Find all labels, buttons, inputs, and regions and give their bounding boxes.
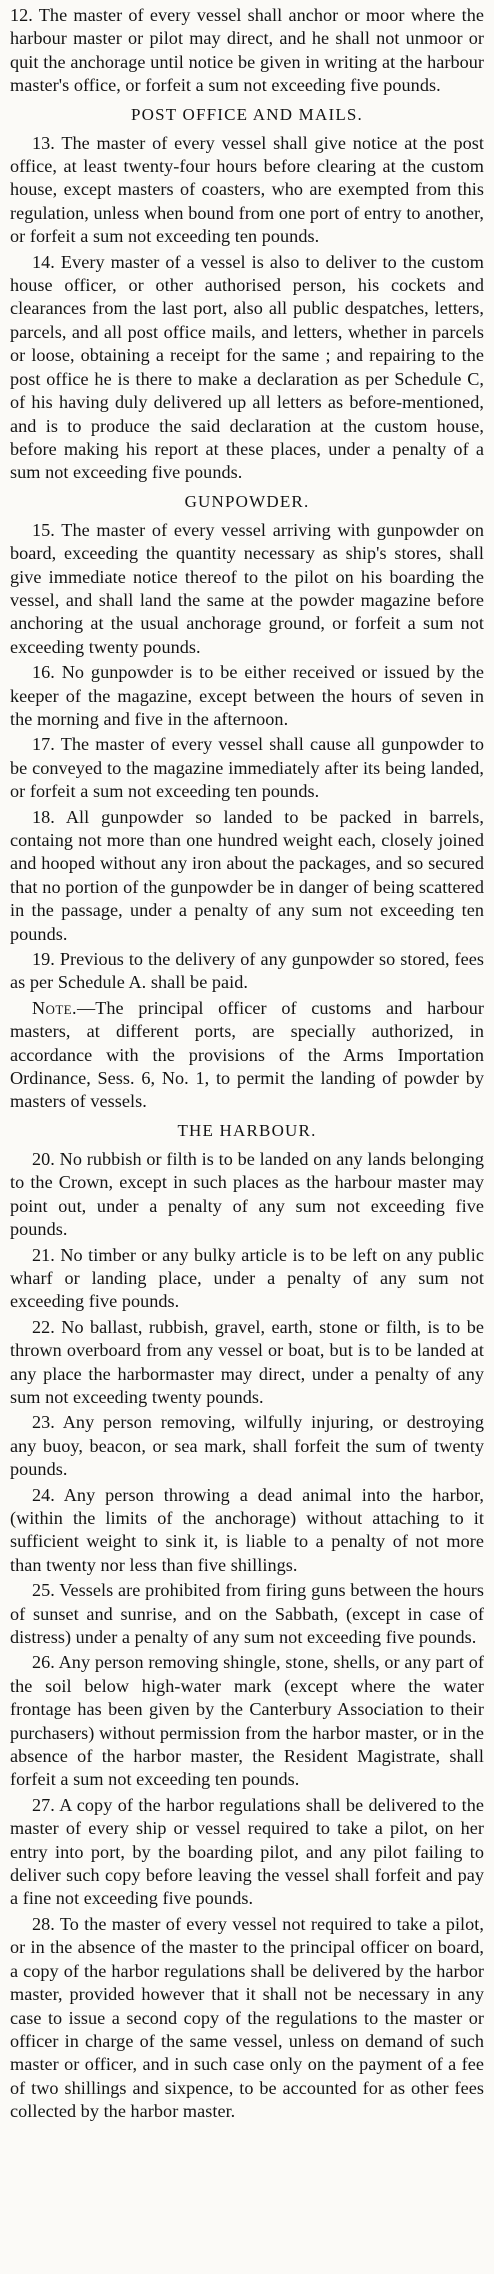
regulation-25: 25. Vessels are prohibited from firing guns between the hours of sunset and sunrise, and on the Sabbath, (except in case of distress) under a penalty of any sum not exceeding five pounds. <box>10 1580 484 1647</box>
regulation-28: 28. To the master of every vessel not required to take a pilot, or in the absence of the master to the principal officer on board, a copy of the harbor regulations shall be delivered by the harbor master, provided however that it shall not be necessary in any case to issue a second copy of the regulations to the master or officer in charge of the same vessel, unless on demand of such master or officer, and in such case only on the payment of a fee of two shillings and sixpence, to be accounted for as other fees collected by the harbor master. <box>10 1913 484 2122</box>
regulation-19: 19. Previous to the delivery of any gunpowder so stored, fees as per Schedule A. shall be paid. <box>10 949 484 993</box>
gunpowder-note <box>10 997 484 1114</box>
regulation-23: 23. Any person removing, wilfully injuring, or destroying any buoy, beacon, or sea mark, shall forfeit the sum of twenty pounds. <box>10 1412 484 1480</box>
regulations-column <box>10 4 484 2126</box>
heading-the-harbour: THE HARBOUR. <box>177 1120 317 1140</box>
regulation-17: 17. The master of every vessel shall cause all gunpowder to be conveyed to the magazine immediately after its being landed, or forfeit a sum not exceeding ten pounds. <box>10 734 484 802</box>
regulation-15: 15. The master of every vessel arriving with gunpowder on board, exceeding the quantity necessary as ship's stores, shall give immediate notice thereof to the pilot on his boarding the vessel, and shall land the same at the powder magazine before anchoring at the usual anchorage ground, or forfeit a sum not exceeding twenty pounds. <box>10 519 484 657</box>
heading-post-office-and-mails: POST OFFICE AND MAILS. <box>130 104 364 124</box>
regulation-22: 22. No ballast, rubbish, gravel, earth, stone or filth, is to be thrown overboard from any vessel or boat, but is to be landed at any place the harbormaster may direct, under a penalty of any sum not exceeding twenty pounds. <box>10 1316 484 1407</box>
note-label: Note. <box>32 997 77 1018</box>
regulation-24: 24. Any person throwing a dead animal into the harbor, (within the limits of the anchorage) without attaching to it sufficient weight to sink it, is liable to a penalty of not more than twenty nor less than five shillings. <box>10 1484 484 1575</box>
regulation-13: 13. The master of every vessel shall give notice at the post office, at least twenty-four hours before clearing at the custom house, except masters of coasters, who are exempted from this regulation, unless when bound from one port of entry to another, or forfeit a sum not exceeding ten pounds. <box>10 132 484 247</box>
regulation-14: 14. Every master of a vessel is also to deliver to the custom house officer, or other authorised person, his cockets and clearances from the last port, also all public despatches, letters, parcels, and all post office mails, and letters, whether in parcels or loose, obtaining a receipt for the same ; and repairing to the post office he is there to make a declaration as per Schedule C, of his having duly delivered up all letters as before-mentioned, and is to produce the said declaration at the custom house, before making his report at these places, under a penalty of a sum not exceeding five pounds. <box>10 251 484 483</box>
regulation-21: 21. No timber or any bulky article is to be left on any public wharf or landing place, under a penalty of any sum not exceeding five pounds. <box>10 1244 484 1312</box>
regulation-12: 12. The master of every vessel shall anchor or moor where the harbour master or pilot may direct, and he shall not unmoor or quit the anchorage until notice be given in writing at the harbour master's office, or forfeit a sum not exceeding five pounds. <box>10 5 484 96</box>
regulation-27: 27. A copy of the harbor regulations shall be delivered to the master of every ship or vessel required to take a pilot, on her entry into port, by the boarding pilot, and any pilot failing to deliver such copy before leaving the vessel shall forfeit and pay a fine not exceeding five pounds. <box>10 1794 484 1909</box>
regulation-20: 20. No rubbish or filth is to be landed on any lands belonging to the Crown, except in such places as the harbour master may point out, under a penalty of any sum not exceeding five pounds. <box>10 1148 484 1240</box>
note-text: —The principal officer of customs and harbour masters, at different ports, are specially authorized, in accordance with the provisions of the Arms Importation Ordinance, Sess. 6, No. 1, to permit the landing of powder by masters of vessels. <box>10 997 484 1112</box>
regulation-26: 26. Any person removing shingle, stone, shells, or any part of the soil below high-water mark (except where the water frontage has been given by the Canterbury Association to their purchasers) without permission from the harbor master, or in the absence of the harbor master, the Resident Magistrate, shall forfeit a sum not exceeding ten pounds. <box>10 1652 484 1790</box>
heading-gunpowder: GUNPOWDER. <box>184 491 310 511</box>
regulation-18: 18. All gunpowder so landed to be packed in barrels, containg not more than one hundred weight each, closely joined and hooped without any iron about the packages, and so secured that no portion of the gunpowder be in danger of being scattered in the passage, under a penalty of any sum not exceeding ten pounds. <box>10 806 484 944</box>
regulation-16: 16. No gunpowder is to be either received or issued by the keeper of the magazine, except between the hours of seven in the morning and five in the afternoon. <box>10 662 484 729</box>
